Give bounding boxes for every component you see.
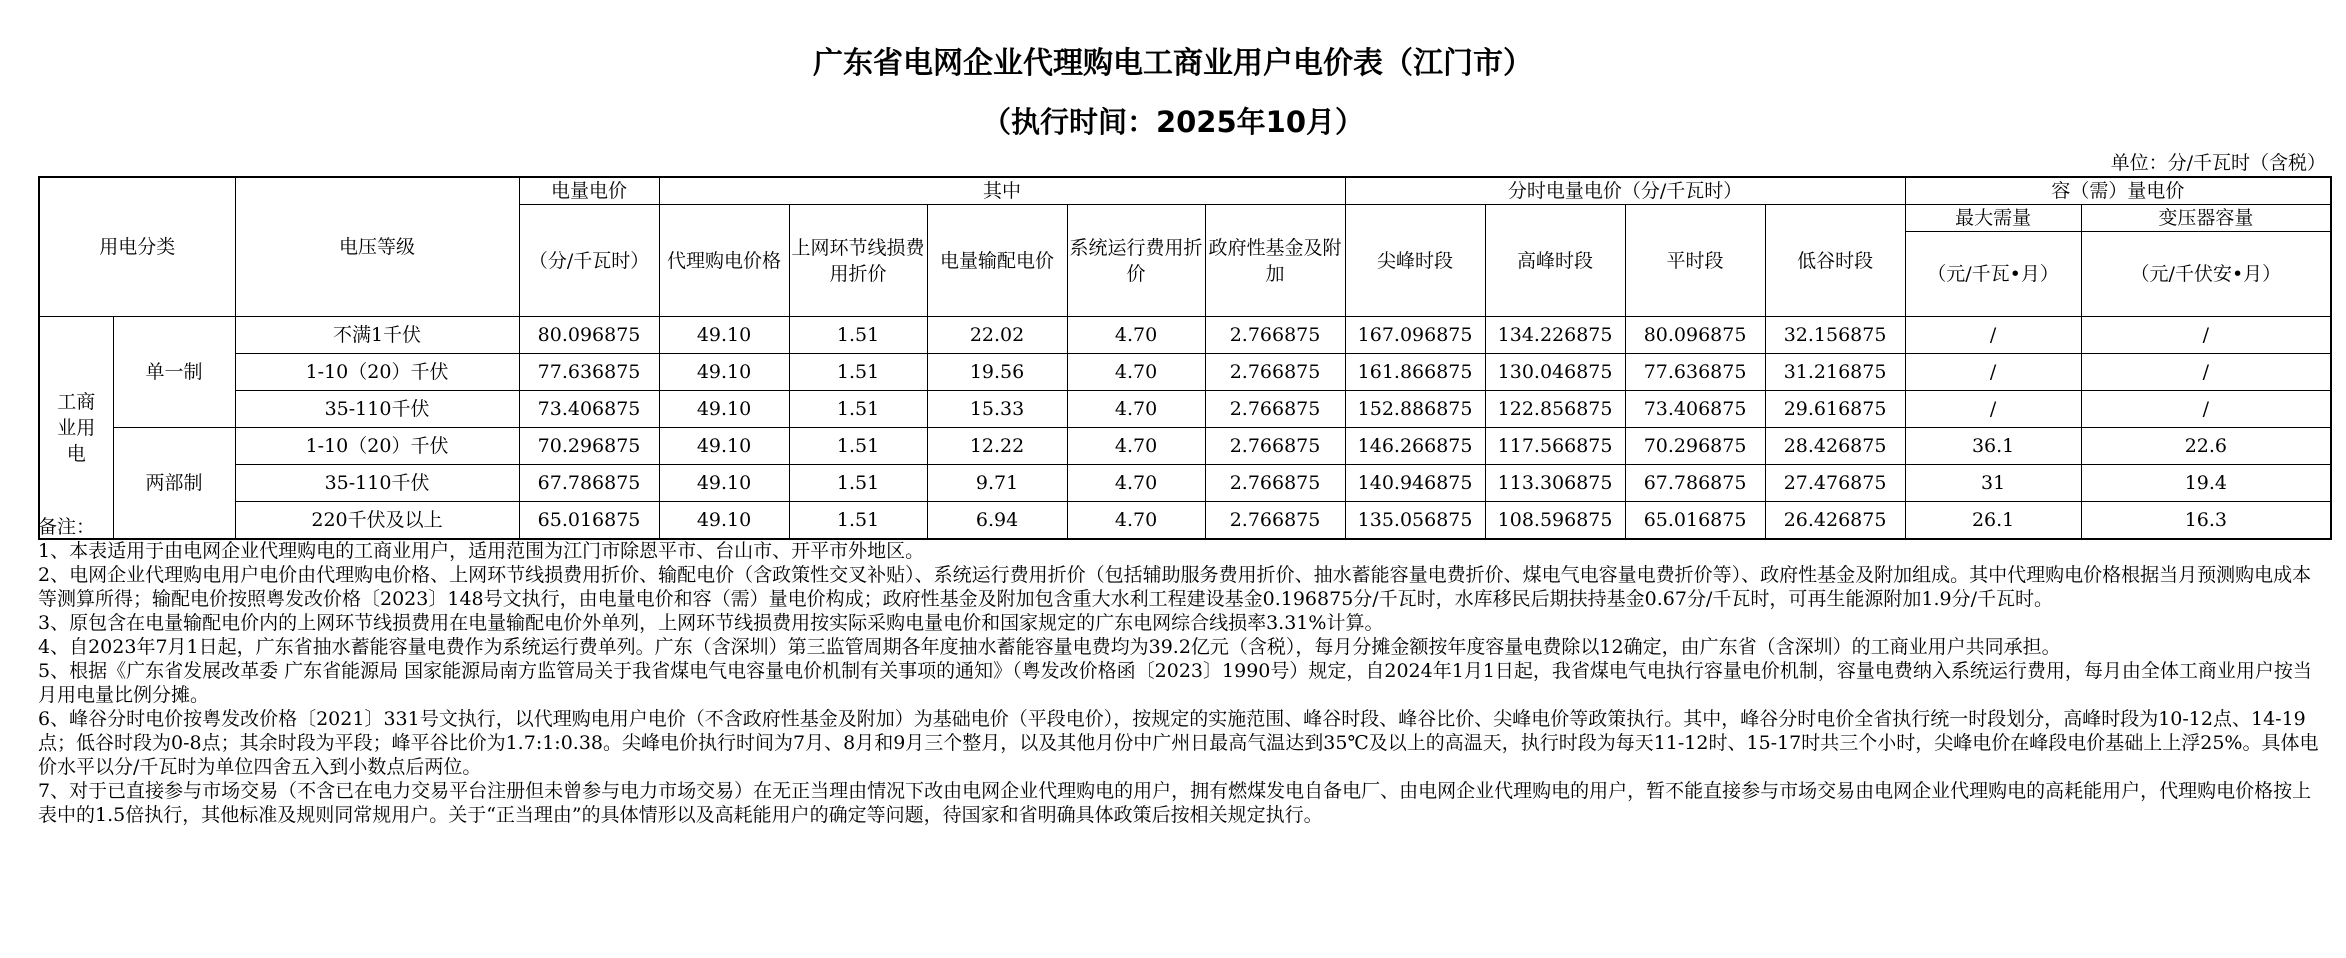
header-among: 其中 [659, 177, 1345, 205]
unit-label: 单位：分/千瓦时（含税） [2110, 152, 2326, 174]
cell-sharp: 135.056875 [1345, 502, 1485, 540]
cell-transformer: / [2081, 354, 2331, 391]
table-row [39, 428, 2331, 465]
cell-demand: 26.1 [1905, 502, 2081, 540]
cell-energy: 80.096875 [519, 317, 659, 354]
cell-sharp: 167.096875 [1345, 317, 1485, 354]
cell-sharp: 152.886875 [1345, 391, 1485, 428]
cell-agent: 49.10 [659, 317, 789, 354]
cell-system: 4.70 [1067, 428, 1205, 465]
cell-transformer: / [2081, 317, 2331, 354]
cell-peak: 122.856875 [1485, 391, 1625, 428]
cell-energy: 65.016875 [519, 502, 659, 540]
cell-peak: 108.596875 [1485, 502, 1625, 540]
cell-voltage: 1-10（20）千伏 [235, 354, 519, 391]
cell-fund: 2.766875 [1205, 317, 1345, 354]
cell-fund: 2.766875 [1205, 391, 1345, 428]
cell-valley: 29.616875 [1765, 391, 1905, 428]
cell-flat: 65.016875 [1625, 502, 1765, 540]
cell-transmission: 22.02 [927, 317, 1067, 354]
cell-system: 4.70 [1067, 391, 1205, 428]
cell-loss: 1.51 [789, 354, 927, 391]
cell-loss: 1.51 [789, 428, 927, 465]
notes-title: 备注： [38, 516, 96, 538]
header-energy-price-unit: （分/千瓦时） [519, 205, 659, 317]
cell-energy: 73.406875 [519, 391, 659, 428]
notes-section [38, 515, 2328, 827]
group-two: 两部制 [113, 428, 235, 540]
note-item: 7、对于已直接参与市场交易（不含已在电力交易平台注册但未曾参与电力市场交易）在无正当理由情况下改由电网企业代理购电的用户，拥有燃煤发电自备电厂、由电网企业代理购电的用户，暂不能直接参与市场交易由电网企业代理购电的高耗能用户，代理购电价格按上表中的1.5倍执行，其他标准及规则同常规用户。关于“正当理由”的具体情形以及高耗能用户的确定等问题，待国家和省明确具体政策后按相关规定执行。 [38, 780, 2312, 826]
page-title: 广东省电网企业代理购电工商业用户电价表（江门市） [813, 46, 1533, 81]
header-transmission: 电量输配电价 [927, 205, 1067, 317]
price-table [38, 176, 2332, 540]
header-tou: 分时电量电价（分/千瓦时） [1345, 177, 1905, 205]
cell-sharp: 161.866875 [1345, 354, 1485, 391]
cell-valley: 31.216875 [1765, 354, 1905, 391]
table-row [39, 354, 2331, 391]
note-item: 5、根据《广东省发展改革委 广东省能源局 国家能源局南方监管局关于我省煤电气电容量电价机制有关事项的通知》（粤发改价格函〔2023〕1990号）规定，自2024年1月1日起，我省煤电气电执行容量电价机制，容量电费纳入系统运行费用，每月由全体工商业用户按当月用电量比例分摊。 [38, 660, 2312, 706]
cell-flat: 70.296875 [1625, 428, 1765, 465]
cell-transformer: 19.4 [2081, 465, 2331, 502]
cell-sharp: 140.946875 [1345, 465, 1485, 502]
cell-flat: 80.096875 [1625, 317, 1765, 354]
cell-system: 4.70 [1067, 317, 1205, 354]
header-max-demand-unit: （元/千瓦•月） [1905, 232, 2081, 317]
header-voltage: 电压等级 [235, 177, 519, 317]
note-item: 6、峰谷分时电价按粤发改价格〔2021〕331号文执行，以代理购电用户电价（不含政府性基金及附加）为基础电价（平段电价），按规定的实施范围、峰谷时段、峰谷比价、尖峰电价等政策执行。其中，峰谷分时电价全省执行统一时段划分，高峰时段为10-12点、14-19点；低谷时段为0-8点；其余时段为平段；峰平谷比价为1.7:1:0.38。尖峰电价执行时间为7月、8月和9月三个整月，以及其他月份中广州日最高气温达到35℃及以上的高温天，执行时段为每天11-12时、15-17时共三个小时，尖峰电价在峰段电价基础上上浮25%。具体电价水平以分/千瓦时为单位四舍五入到小数点后两位。 [38, 708, 2319, 778]
cell-demand: / [1905, 354, 2081, 391]
cell-transmission: 12.22 [927, 428, 1067, 465]
header-system-cost: 系统运行费用折价 [1067, 205, 1205, 317]
cell-flat: 73.406875 [1625, 391, 1765, 428]
cell-loss: 1.51 [789, 502, 927, 540]
header-transformer-unit: （元/千伏安•月） [2081, 232, 2331, 317]
note-item: 3、原包含在电量输配电价内的上网环节线损费用在电量输配电价外单列，上网环节线损费用按实际采购电量电价和国家规定的广东电网综合线损率3.31%计算。 [38, 612, 1384, 634]
table-row [39, 465, 2331, 502]
cell-valley: 27.476875 [1765, 465, 1905, 502]
cell-transformer: 22.6 [2081, 428, 2331, 465]
cell-demand: / [1905, 391, 2081, 428]
header-max-demand: 最大需量 [1905, 205, 2081, 232]
cell-demand: 36.1 [1905, 428, 2081, 465]
cell-peak: 113.306875 [1485, 465, 1625, 502]
cell-voltage: 35-110千伏 [235, 391, 519, 428]
cell-transmission: 15.33 [927, 391, 1067, 428]
cell-fund: 2.766875 [1205, 465, 1345, 502]
header-sharp-peak: 尖峰时段 [1345, 205, 1485, 317]
header-valley: 低谷时段 [1765, 205, 1905, 317]
cell-transformer: 16.3 [2081, 502, 2331, 540]
cell-agent: 49.10 [659, 354, 789, 391]
cell-energy: 70.296875 [519, 428, 659, 465]
cell-system: 4.70 [1067, 465, 1205, 502]
table-row [39, 391, 2331, 428]
cell-transmission: 19.56 [927, 354, 1067, 391]
cell-voltage: 不满1千伏 [235, 317, 519, 354]
cell-demand: 31 [1905, 465, 2081, 502]
cell-agent: 49.10 [659, 428, 789, 465]
cell-transmission: 9.71 [927, 465, 1067, 502]
header-category: 用电分类 [39, 177, 235, 317]
cell-voltage: 35-110千伏 [235, 465, 519, 502]
cell-valley: 26.426875 [1765, 502, 1905, 540]
cell-energy: 77.636875 [519, 354, 659, 391]
header-loss-price: 上网环节线损费用折价 [789, 205, 927, 317]
cell-transmission: 6.94 [927, 502, 1067, 540]
cell-loss: 1.51 [789, 391, 927, 428]
note-item: 2、电网企业代理购电用户电价由代理购电价格、上网环节线损费用折价、输配电价（含政策性交叉补贴）、系统运行费用折价（包括辅助服务费用折价、抽水蓄能容量电费折价、煤电气电容量电费折价等）、政府性基金及附加组成。其中代理购电价格根据当月预测购电成本等测算所得；输配电价按照粤发改价格〔2023〕148号文执行，由电量电价和容（需）量电价构成；政府性基金及附加包含重大水利工程建设基金0.196875分/千瓦时，水库移民后期扶持基金0.67分/千瓦时，可再生能源附加1.9分/千瓦时。 [38, 564, 2312, 610]
group-single: 单一制 [113, 317, 235, 428]
cell-voltage: 1-10（20）千伏 [235, 428, 519, 465]
cell-fund: 2.766875 [1205, 428, 1345, 465]
cell-system: 4.70 [1067, 502, 1205, 540]
cell-peak: 130.046875 [1485, 354, 1625, 391]
header-row-1 [39, 177, 2331, 205]
cell-peak: 117.566875 [1485, 428, 1625, 465]
header-agent-price: 代理购电价格 [659, 205, 789, 317]
cell-valley: 28.426875 [1765, 428, 1905, 465]
cell-energy: 67.786875 [519, 465, 659, 502]
cell-transformer: / [2081, 391, 2331, 428]
cell-loss: 1.51 [789, 317, 927, 354]
cell-agent: 49.10 [659, 502, 789, 540]
cell-agent: 49.10 [659, 465, 789, 502]
header-energy-price: 电量电价 [519, 177, 659, 205]
page-subtitle: （执行时间：2025年10月） [981, 105, 1365, 139]
table-row [39, 317, 2331, 354]
cell-valley: 32.156875 [1765, 317, 1905, 354]
cell-sharp: 146.266875 [1345, 428, 1485, 465]
header-transformer: 变压器容量 [2081, 205, 2331, 232]
cell-peak: 134.226875 [1485, 317, 1625, 354]
cell-voltage: 220千伏及以上 [235, 502, 519, 540]
header-gov-fund: 政府性基金及附加 [1205, 205, 1345, 317]
header-flat: 平时段 [1625, 205, 1765, 317]
cell-flat: 77.636875 [1625, 354, 1765, 391]
category-main: 工商业用电 [39, 317, 113, 540]
cell-fund: 2.766875 [1205, 502, 1345, 540]
note-item: 1、本表适用于由电网企业代理购电的工商业用户，适用范围为江门市除恩平市、台山市、开平市外地区。 [38, 540, 925, 562]
header-capacity: 容（需）量电价 [1905, 177, 2331, 205]
cell-agent: 49.10 [659, 391, 789, 428]
cell-loss: 1.51 [789, 465, 927, 502]
cell-flat: 67.786875 [1625, 465, 1765, 502]
cell-fund: 2.766875 [1205, 354, 1345, 391]
cell-demand: / [1905, 317, 2081, 354]
header-peak: 高峰时段 [1485, 205, 1625, 317]
note-item: 4、自2023年7月1日起，广东省抽水蓄能容量电费作为系统运行费单列。广东（含深圳）第三监管周期各年度抽水蓄能容量电费均为39.2亿元（含税），每月分摊金额按年度容量电费除以12确定，由广东省（含深圳）的工商业用户共同承担。 [38, 636, 2061, 658]
cell-system: 4.70 [1067, 354, 1205, 391]
